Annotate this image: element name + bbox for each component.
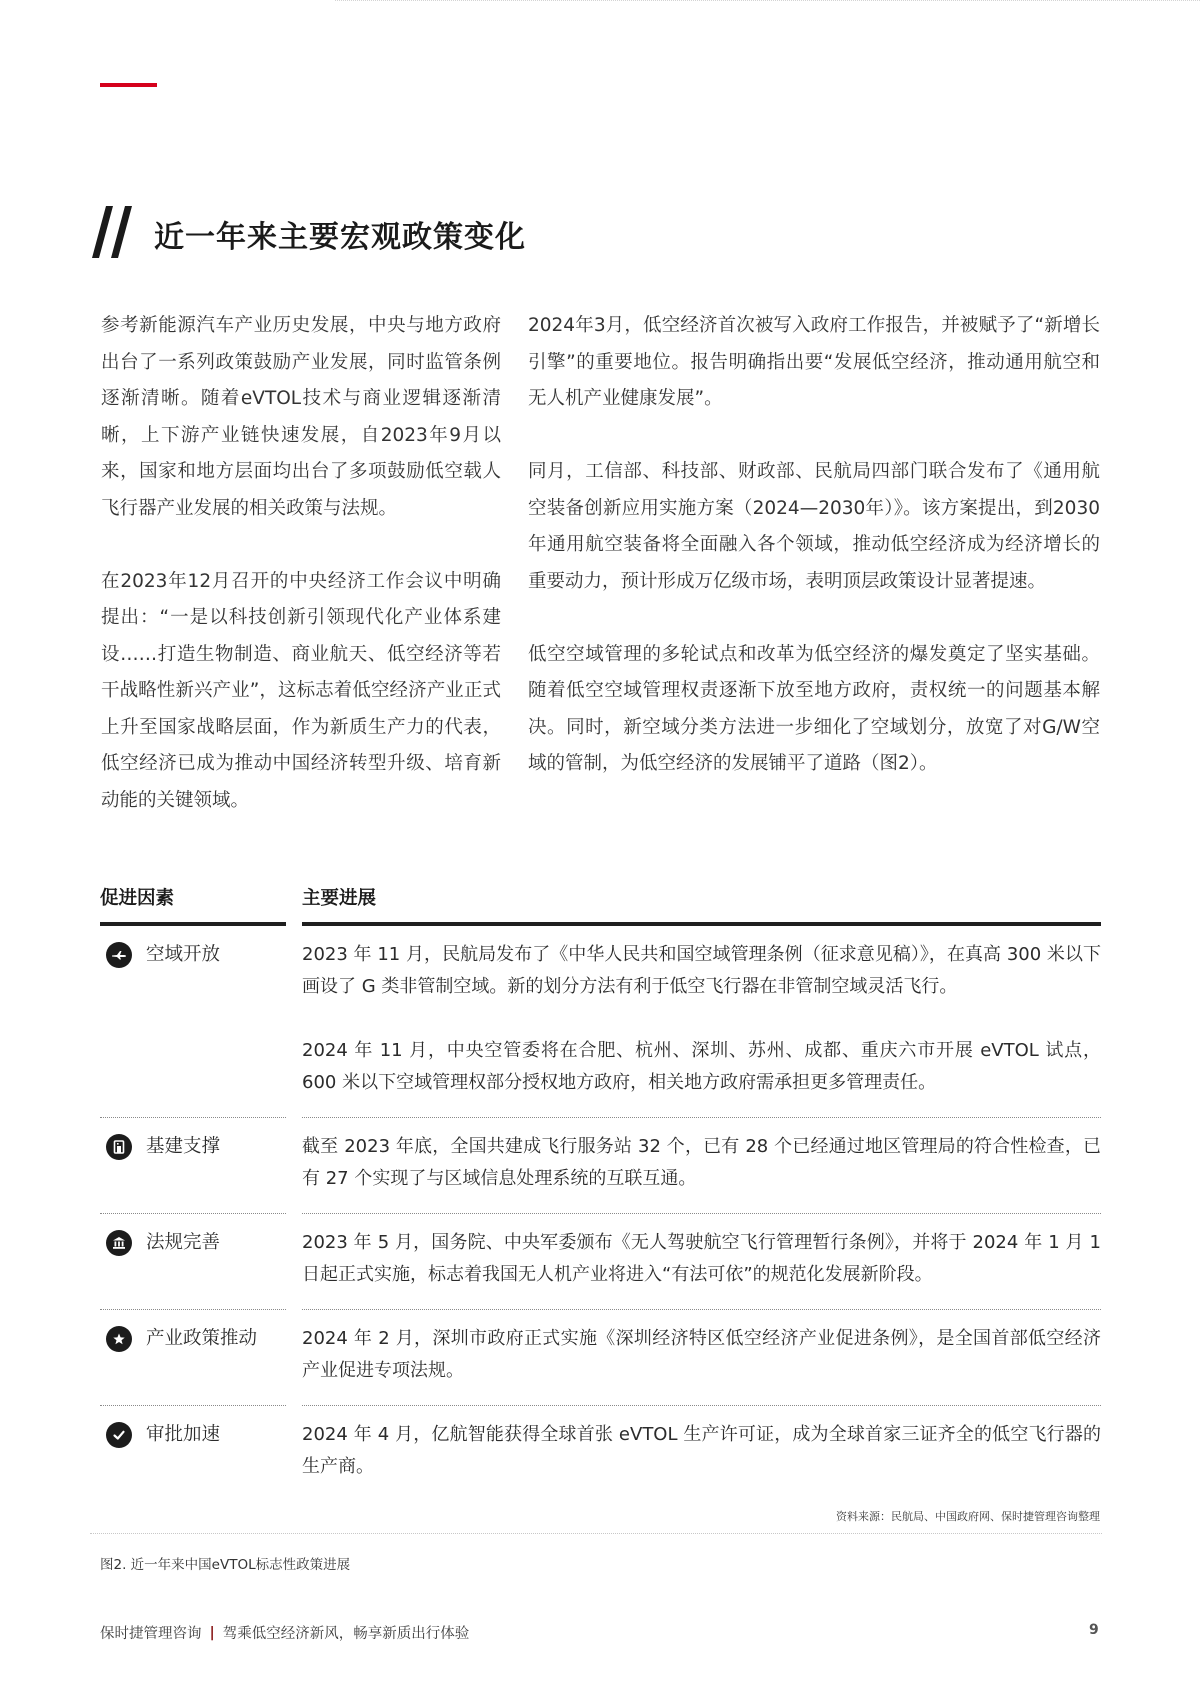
factor-cell: [100, 926, 286, 1117]
footer-separator: |: [209, 1624, 215, 1641]
factor-cell: [100, 1309, 286, 1405]
footer-tagline: 驾乘低空经济新风，畅享新质出行体验: [222, 1626, 470, 1642]
factor-label: 空域开放: [146, 944, 221, 965]
column-header-factor: 促进因素: [100, 876, 286, 926]
progress-text: 2024 年 11 月，中央空管委将在合肥、杭州、深圳、苏州、成都、重庆六市开展 eVTOL 试点，600 米以下空域管理权部分授权地方政府，相关地方政府需承担更多管理责任。: [302, 1040, 1101, 1093]
paragraph: 2024年3月，低空经济首次被写入政府工作报告，并被赋予了“新增长引擎”的重要地位。报告明确指出要“发展低空经济，推动通用航空和无人机产业健康发展”。: [528, 315, 1100, 409]
table-header: [100, 876, 1101, 926]
checkmark-icon: [106, 1422, 132, 1448]
column-header-progress: 主要进展: [302, 876, 1101, 926]
factor-label: 产业政策推动: [146, 1328, 258, 1349]
factor-label: 审批加速: [146, 1424, 221, 1445]
body-right-column: [528, 308, 1100, 783]
progress-text: 2024 年 2 月，深圳市政府正式实施《深圳经济特区低空经济产业促进条例》，是全国首部低空经济产业促进专项法规。: [302, 1328, 1101, 1381]
footer-brand: 保时捷管理咨询: [100, 1626, 202, 1642]
progress-cell: [302, 1405, 1101, 1501]
progress-text: 截至 2023 年底，全国共建成飞行服务站 32 个，已有 28 个已经通过地区管理局的符合性检查，已有 27 个实现了与区域信息处理系统的互联互通。: [302, 1136, 1101, 1189]
progress-text: 2024 年 4 月，亿航智能获得全球首张 eVTOL 生产许可证，成为全球首家三证齐全的低空飞行器的生产商。: [302, 1424, 1101, 1477]
figure-divider: [90, 1533, 1102, 1534]
paragraph: 参考新能源汽车产业历史发展，中央与地方政府出台了一系列政策鼓励产业发展，同时监管条例逐渐清晰。随着eVTOL技术与商业逻辑逐渐清晰，上下游产业链快速发展，自2023年9月以来，国家和地方层面均出台了多项鼓励低空载人飞行器产业发展的相关政策与法规。: [101, 315, 501, 519]
accent-bar: [100, 83, 157, 87]
table-row: [100, 926, 1101, 1117]
factor-cell: [100, 1117, 286, 1213]
airplane-icon: [106, 942, 132, 968]
factor-label: 基建支撑: [146, 1136, 221, 1157]
progress-cell: [302, 1117, 1101, 1213]
government-icon: [106, 1230, 132, 1256]
progress-text: 2023 年 5 月，国务院、中央军委颁布《无人驾驶航空飞行管理暂行条例》，并将于 2024 年 1 月 1 日起正式实施，标志着我国无人机产业将进入“有法可依”的规范化发展新阶段。: [302, 1232, 1101, 1285]
table-row: [100, 1213, 1101, 1309]
paragraph: 低空空域管理的多轮试点和改革为低空经济的爆发奠定了坚实基础。随着低空空域管理权责逐渐下放至地方政府，责权统一的问题基本解决。同时，新空域分类方法进一步细化了空域划分，放宽了对G/W空域的管制，为低空经济的发展铺平了道路（图2）。: [528, 643, 1100, 774]
page-number: 9: [1089, 1622, 1099, 1638]
source-note: 资料来源：民航局、中国政府网、保时捷管理咨询整理: [836, 1510, 1100, 1523]
factor-cell: [100, 1213, 286, 1309]
table-row: [100, 1405, 1101, 1501]
table-row: [100, 1117, 1101, 1213]
progress-text: 2023 年 11 月，民航局发布了《中华人民共和国空域管理条例（征求意见稿）》，在真高 300 米以下画设了 G 类非管制空域。新的划分方法有利于低空飞行器在非管制空域灵活飞行。: [302, 944, 1101, 997]
policy-progress-table: [100, 876, 1101, 1501]
figure-caption: 图2. 近一年来中国eVTOL标志性政策进展: [100, 1557, 351, 1573]
paragraph: 在2023年12月召开的中央经济工作会议中明确提出：“一是以科技创新引领现代化产业体系建设……打造生物制造、商业航天、低空经济等若干战略性新兴产业”，这标志着低空经济产业正式上升至国家战略层面，作为新质生产力的代表，低空经济已成为推动中国经济转型升级、培育新动能的关键领域。: [101, 570, 501, 811]
factor-cell: [100, 1405, 286, 1501]
star-icon: [106, 1326, 132, 1352]
body-left-column: [101, 308, 501, 819]
progress-cell: [302, 1309, 1101, 1405]
progress-cell: [302, 926, 1101, 1117]
factor-label: 法规完善: [146, 1232, 221, 1253]
page-footer: [100, 1622, 469, 1643]
progress-cell: [302, 1213, 1101, 1309]
building-icon: [106, 1134, 132, 1160]
double-slash-icon: [92, 206, 140, 258]
table-row: [100, 1309, 1101, 1405]
top-dotted-rule: [335, 0, 1200, 2]
page-title: 近一年来主要宏观政策变化: [154, 220, 526, 255]
section-heading: [92, 198, 526, 258]
paragraph: 同月，工信部、科技部、财政部、民航局四部门联合发布了《通用航空装备创新应用实施方案（2024—2030年）》。该方案提出，到2030年通用航空装备将全面融入各个领域，推动低空经济成为经济增长的重要动力，预计形成万亿级市场，表明顶层政策设计显著提速。: [528, 461, 1100, 592]
